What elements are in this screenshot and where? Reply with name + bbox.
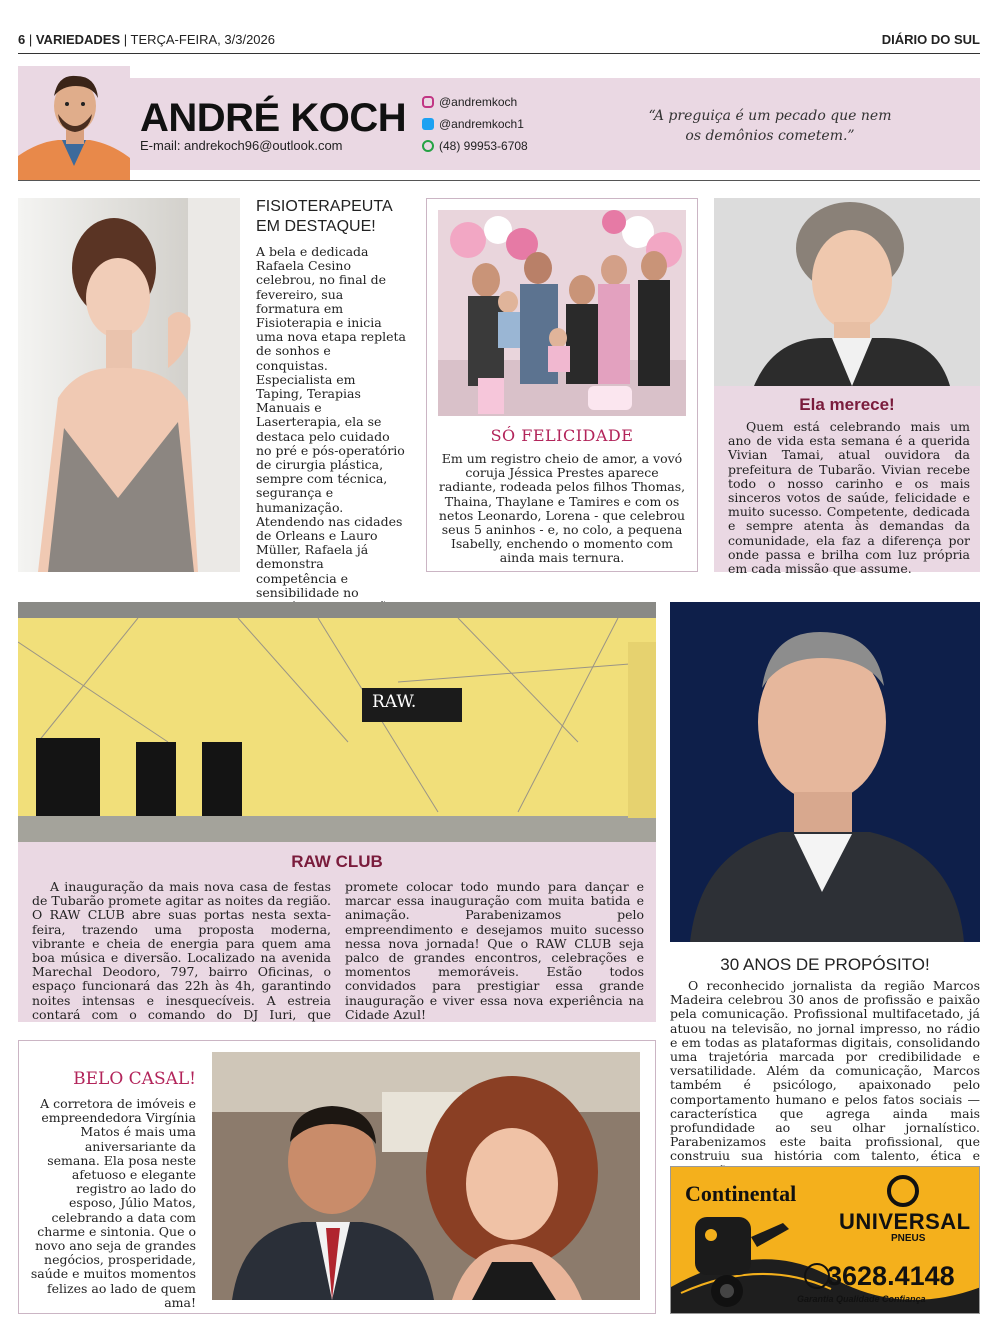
sofeli-article-text: Em um registro cheio de amor, a vovó coruja Jéssica Prestes aparece radiante, rodeada pelos filhos Thomas, Thaina, Thaylane e Tamires e com os netos Leonardo, Lorena - que celebrou seus 5 aninhos - e, no colo, a pequena Isabelly, enchendo o momento com ainda mais ternura. bbox=[438, 451, 686, 566]
fisio-article-text: A bela e dedicada Rafaela Cesino celebrou, no final de fevereiro, sua formatura em Fisioterapia e inicia uma nova etapa repleta de sonhos e conquistas. Especialista em Taping, Terapias Manuais e Laserterapia, ela se destaca pelo cuidado no pré e pós-operatório de cirurgia plástica, sempre com técnica, segurança e humanização. Atendendo nas cidades de Orleans e Lauro Müller, Rafaela já demonstra competência e sensibilidade no bbox=[256, 244, 406, 600]
social-twitter[interactable] bbox=[422, 117, 524, 131]
whatsapp-icon bbox=[422, 140, 434, 152]
social-instagram[interactable] bbox=[422, 95, 517, 109]
casal-article-text: A corretora de imóveis e empreendedora Virgínia Matos é mais uma aniversariante da semana. Ela posa neste afetuoso e elegante registro ao lado do esposo, Júlio Matos, celebrando a data com charme e sintonia. Que o novo ano seja de grandes negócios, prosperidade, saúde e muitos momentos felizes ao lado de quem ama! bbox=[30, 1096, 196, 1310]
store-tagline: Garantia Qualidade Confiança bbox=[797, 1294, 926, 1304]
casal-headline: BELO CASAL! bbox=[73, 1069, 196, 1089]
page-number: 6 bbox=[18, 32, 26, 47]
tire-shop-ad[interactable] bbox=[670, 1166, 980, 1314]
header-divider bbox=[18, 180, 980, 181]
ela-headline: Ela merece! bbox=[799, 395, 895, 414]
columnist-name: ANDRÉ KOCH bbox=[140, 96, 407, 140]
raw-article-text: A inauguração da mais nova casa de festas de Tubarão promete agitar as noites da região. O RAW CLUB abre suas portas nesta sexta-feira, trazendo uma proposta moderna, vibrante e cheia de energia para quem ama boa música e diversão. Localizado na avenida Marechal Deodoro, 797, bairro Oficinas, o espaço funcionará das 22h às 4h, garantindo noites intensas e inesquecíveis. A estreia contará com o comando do DJ Iuri, que promete colocar todo mundo para dançar e marcar essa inauguração com muita batida e animação. Parabenizamos pelo empreendimento e desejamos muito sucesso nessa nova jornada! Que o RAW CLUB seja palco de grandes encontros, celebrações e momentos memoráveis. Estão todos convidados para prestigiar essa grande inauguração e viver essa nova experiência na Cidade Azul! bbox=[32, 879, 644, 1022]
masthead-left: 6 | VARIEDADES | TERÇA-FEIRA, 3/3/2026 bbox=[18, 32, 275, 47]
family-photo bbox=[438, 210, 686, 416]
anos-article-text: O reconhecido jornalista da região Marcos Madeira celebrou 30 anos de profissão e paixão pela comunicação. Profissional multifacetado, já atuou na televisão, no jornal impresso, no rádio e em todas as plataformas digitais, consolidando uma trajetória marcada por credibilidade e versatilidade. Além da comunicação, Marcos também é psicólogo, apaixonado pelo comportamento humano e pelos fatos sociais — característica que agrega ainda mais profundidade ao seu olhar jornalístico. Parabenizamos este baita profissional, que construiu sua história com talento, ética e bbox=[670, 978, 980, 1164]
ela-article-text: Quem está celebrando mais um ano de vida esta semana é a querida Vivian Tamai, atual ouvidora da prefeitura de Tubarão. Vivian recebe todo o nosso carinho e os mais sinceros votos de saúde, felicidade e muito sucesso. Competente, dedicada e sempre atenta às demandas da comunidade, ela faz a diferença por onde passa e brilha com luz própria em cada missão que assume. bbox=[728, 419, 970, 577]
newspaper-name: DIÁRIO DO SUL bbox=[881, 32, 980, 47]
fisio-headline: FISIOTERAPEUTA EM DESTAQUE! bbox=[256, 198, 392, 235]
couple-photo bbox=[212, 1052, 640, 1300]
instagram-icon bbox=[422, 96, 434, 108]
issue-date: TERÇA-FEIRA, 3/3/2026 bbox=[130, 32, 275, 47]
marcos-photo bbox=[670, 602, 980, 942]
whatsapp-number: (48) 99953-6708 bbox=[439, 139, 528, 153]
columnist-email[interactable]: E-mail: andrekoch96@outlook.com bbox=[140, 138, 343, 153]
raw-headline: RAW CLUB bbox=[291, 852, 383, 871]
vivian-photo bbox=[714, 198, 980, 386]
fisio-photo bbox=[18, 198, 240, 572]
store-name: UNIVERSAL bbox=[839, 1209, 971, 1234]
columnist-avatar bbox=[18, 66, 130, 180]
continental-logo: Continental bbox=[685, 1181, 797, 1206]
twitter-handle: @andremkoch1 bbox=[439, 117, 524, 131]
instagram-handle: @andremkoch bbox=[439, 95, 518, 109]
anos-headline: 30 ANOS DE PROPÓSITO! bbox=[720, 955, 930, 974]
store-phone[interactable]: 3628.4148 bbox=[827, 1261, 955, 1291]
sofeli-headline: SÓ FELICIDADE bbox=[490, 426, 634, 445]
column-quote: “A preguiça é um pecado que nem os demônios cometem.” bbox=[648, 108, 892, 144]
twitter-icon bbox=[422, 118, 434, 130]
raw-sign-text: RAW. bbox=[372, 692, 417, 712]
masthead bbox=[18, 28, 980, 54]
raw-club-photo bbox=[18, 602, 656, 842]
store-subtitle: PNEUS bbox=[891, 1233, 926, 1244]
section-name: VARIEDADES bbox=[35, 32, 121, 47]
social-whatsapp[interactable] bbox=[422, 139, 528, 153]
